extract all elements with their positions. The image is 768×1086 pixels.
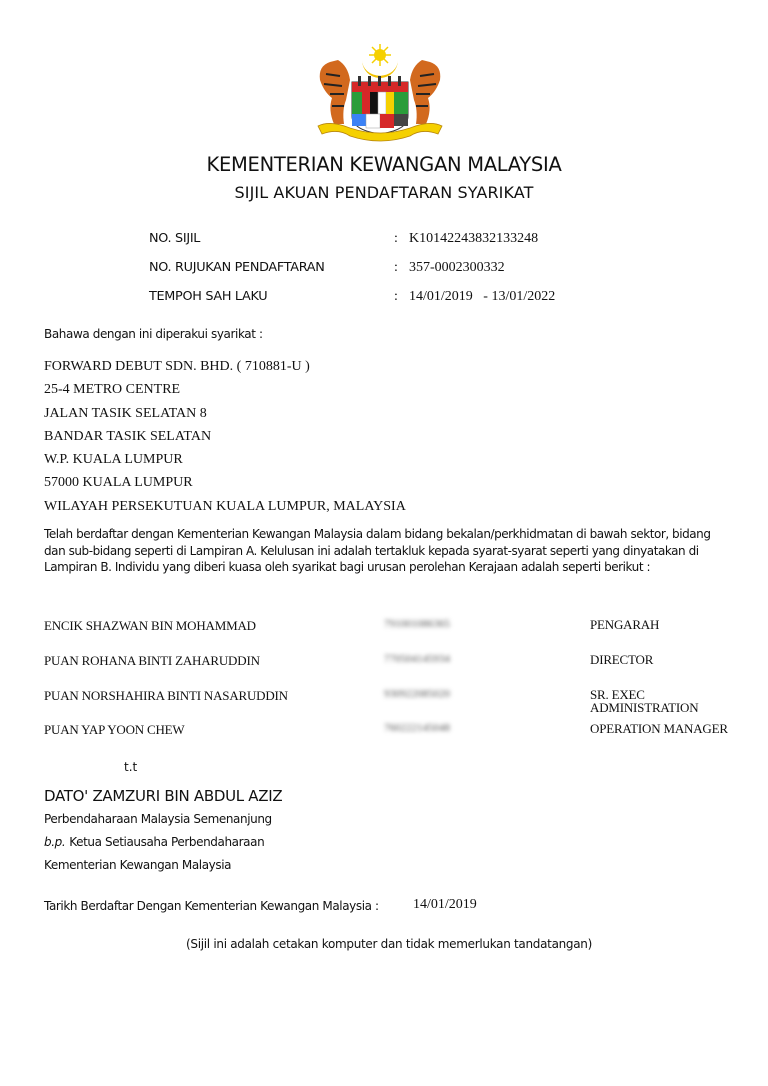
company-block <box>44 355 406 518</box>
person-ic-redacted: 760222145048 <box>384 722 450 734</box>
person-role <box>590 688 698 714</box>
authorized-person-row <box>44 618 744 648</box>
authorized-person-row <box>44 688 744 718</box>
meta-label: TEMPOH SAH LAKU <box>149 289 268 304</box>
meta-colon: : <box>394 260 398 275</box>
registration-reference: 357-0002300332 <box>409 260 505 275</box>
person-ic-redacted: 791001086365 <box>384 618 450 630</box>
computer-generated-note: (Sijil ini adalah cetakan komputer dan tidak memerlukan tandatangan) <box>186 937 592 951</box>
person-ic-redacted: 770504145934 <box>384 653 450 665</box>
registration-date-label: Tarikh Berdaftar Dengan Kementerian Kewangan Malaysia : <box>44 899 379 913</box>
authorized-person-row <box>44 722 744 752</box>
address-line: W.P. KUALA LUMPUR <box>44 452 183 468</box>
person-role: DIRECTOR <box>590 652 654 667</box>
address-line: 57000 KUALA LUMPUR <box>44 475 193 491</box>
signer-on-behalf <box>44 835 264 849</box>
person-role-line: ADMINISTRATION <box>590 700 699 715</box>
paragraph-line: dan sub-bidang seperti di Lampiran A. Kelulusan ini adalah tertakluk kepada syarat-syarat seperti yang dinyatakan di <box>44 543 699 558</box>
person-role: PENGARAH <box>590 617 660 632</box>
address-line: WILAYAH PERSEKUTUAN KUALA LUMPUR, MALAYSIA <box>44 498 406 514</box>
certificate-title: SIJIL AKUAN PENDAFTARAN SYARIKAT <box>234 183 534 202</box>
registration-paragraph <box>44 526 724 576</box>
person-name: PUAN ROHANA BINTI ZAHARUDDIN <box>44 653 260 668</box>
signer-name: DATO' ZAMZURI BIN ABDUL AZIZ <box>44 787 283 805</box>
person-name: PUAN YAP YOON CHEW <box>44 722 185 737</box>
paragraph-line: Telah berdaftar dengan Kementerian Kewangan Malaysia dalam bidang bekalan/perkhidmatan di bawah sektor, bidang <box>44 527 711 541</box>
person-ic-redacted: 930922085020 <box>384 688 450 700</box>
meta-colon: : <box>394 289 398 304</box>
signature-tt: t.t <box>124 760 138 774</box>
meta-label: NO. RUJUKAN PENDAFTARAN <box>149 260 325 275</box>
on-behalf-prefix: b.p. <box>44 835 66 849</box>
signer-title: Ketua Setiausaha Perbendaharaan <box>69 835 265 849</box>
paragraph-line: Lampiran B. Individu yang diberi kuasa oleh syarikat bagi urusan perolehan Kerajaan adalah seperti berikut : <box>44 560 651 574</box>
person-name: ENCIK SHAZWAN BIN MOHAMMAD <box>44 618 256 633</box>
authorized-person-row <box>44 653 744 683</box>
meta-label: NO. SIJIL <box>149 231 201 246</box>
signer-ministry: Kementerian Kewangan Malaysia <box>44 858 232 872</box>
person-role-line: SR. EXEC <box>590 687 645 702</box>
meta-colon: : <box>394 231 398 246</box>
registration-date-value: 14/01/2019 <box>413 897 477 912</box>
validity-period: 14/01/2019 - 13/01/2022 <box>409 289 556 304</box>
intro-statement: Bahawa dengan ini diperakui syarikat : <box>44 327 263 341</box>
coat-of-arms-icon <box>310 40 450 145</box>
company-name: FORWARD DEBUT SDN. BHD. ( 710881-U ) <box>44 359 310 374</box>
signer-department: Perbendaharaan Malaysia Semenanjung <box>44 812 272 826</box>
person-role: OPERATION MANAGER <box>590 721 728 736</box>
address-line: JALAN TASIK SELATAN 8 <box>44 405 207 421</box>
address-line: 25-4 METRO CENTRE <box>44 382 181 398</box>
ministry-title: KEMENTERIAN KEWANGAN MALAYSIA <box>206 153 562 176</box>
certificate-number: K10142243832133248 <box>409 231 539 246</box>
address-line: BANDAR TASIK SELATAN <box>44 428 212 444</box>
person-name: PUAN NORSHAHIRA BINTI NASARUDDIN <box>44 688 288 703</box>
